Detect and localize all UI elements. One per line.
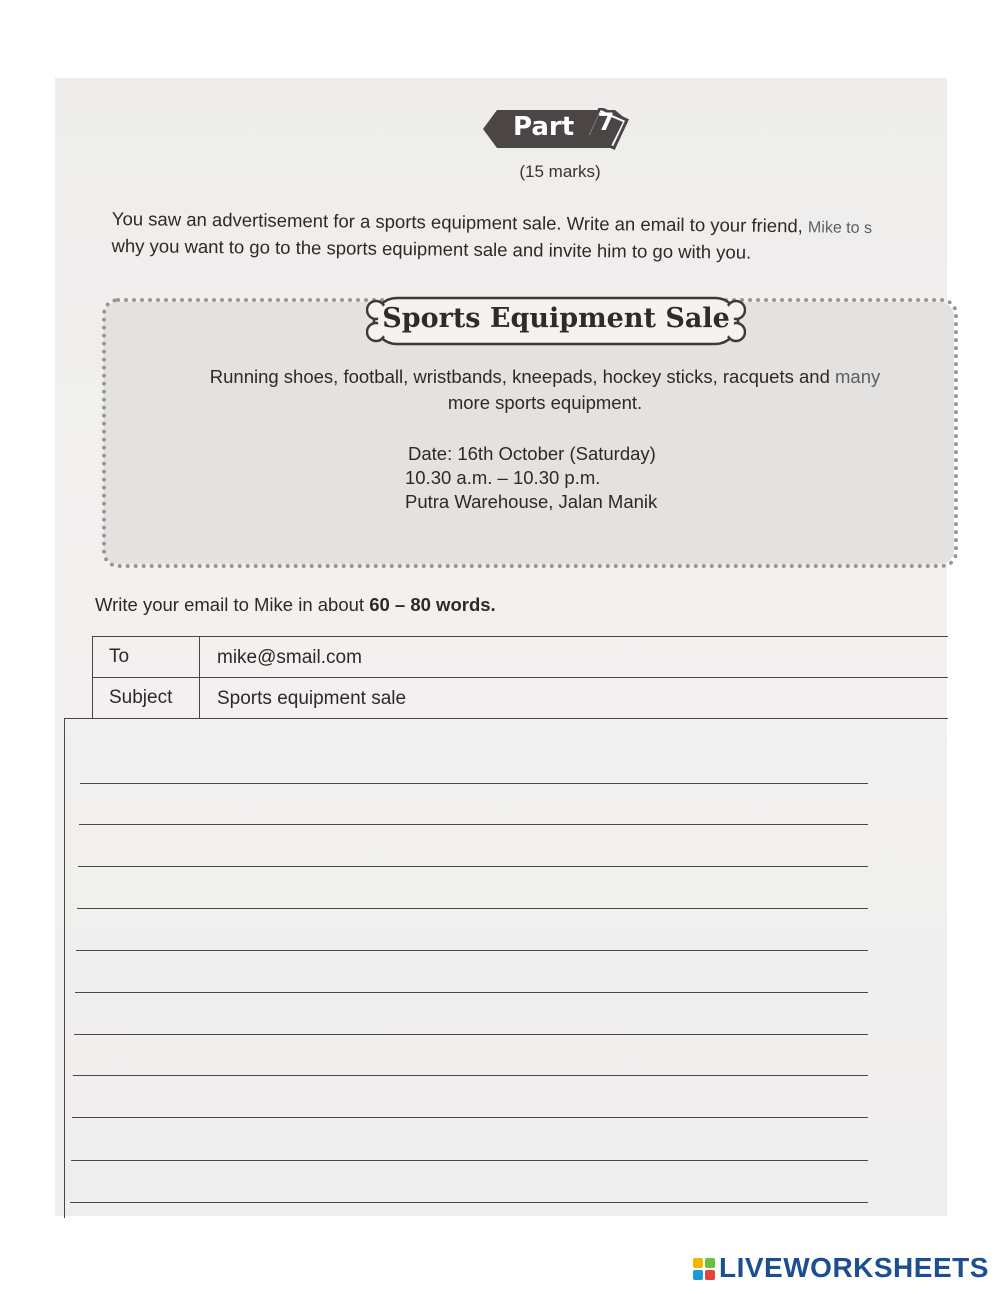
- marks-label: (15 marks): [519, 162, 601, 181]
- advertisement-title-banner: [366, 292, 746, 350]
- writing-line[interactable]: [80, 783, 868, 784]
- writing-line[interactable]: [73, 1075, 868, 1076]
- subject-field[interactable]: Sports equipment sale: [217, 688, 407, 709]
- advertisement-desc-line-2: more sports equipment.: [447, 392, 643, 413]
- instruction-faint-text: Mike to s: [807, 219, 873, 237]
- advertisement-time: 10.30 a.m. – 10.30 p.m.: [405, 467, 601, 488]
- email-subject-row: [93, 677, 948, 718]
- subject-label: Subject: [109, 687, 173, 708]
- advertisement-details: [405, 442, 657, 514]
- advertisement-date: Date: 16th October (Saturday): [408, 443, 656, 464]
- advertisement-title: Sports Equipment Sale: [382, 303, 730, 334]
- writing-line[interactable]: [74, 1034, 868, 1035]
- email-body-top-border: [64, 718, 948, 719]
- table-left-border: [92, 636, 93, 718]
- advertisement-venue: Putra Warehouse, Jalan Manik: [405, 491, 658, 512]
- writing-line[interactable]: [72, 1117, 868, 1118]
- writing-line[interactable]: [77, 908, 868, 909]
- writing-line[interactable]: [78, 866, 868, 867]
- writing-line[interactable]: [71, 1160, 868, 1161]
- email-to-row: [93, 636, 948, 677]
- part-label: Part: [513, 112, 575, 142]
- writing-line[interactable]: [75, 992, 868, 993]
- word-count: 60 – 80 words.: [369, 594, 496, 615]
- writing-line[interactable]: [70, 1202, 868, 1203]
- to-field[interactable]: mike@smail.com: [217, 647, 362, 668]
- to-label: To: [109, 646, 130, 667]
- writing-line[interactable]: [76, 950, 868, 951]
- writing-line[interactable]: [79, 824, 868, 825]
- instruction-line-1: You saw an advertisement for a sports equipment sale. Write an email to your friend, Mike to s: [111, 207, 873, 237]
- instruction-line-2: why you want to go to the sports equipment sale and invite him to go with you.: [111, 234, 752, 263]
- part-number: 7: [597, 108, 615, 136]
- advertisement-description: [150, 364, 940, 416]
- table-column-divider: [199, 636, 200, 718]
- task-instruction: [111, 206, 951, 267]
- liveworksheets-logo-icon: [693, 1258, 715, 1280]
- advertisement-desc-line-1: Running shoes, football, wristbands, kneepads, hockey sticks, racquets and many: [209, 366, 881, 387]
- email-body-left-border: [64, 718, 93, 1218]
- advertisement-desc-faint: many: [835, 366, 881, 387]
- word-count-instruction: Write your email to Mike in about 60 – 80 words.: [95, 594, 496, 615]
- part-badge: [483, 108, 639, 150]
- liveworksheets-logo-text: LIVEWORKSHEETS: [719, 1252, 989, 1283]
